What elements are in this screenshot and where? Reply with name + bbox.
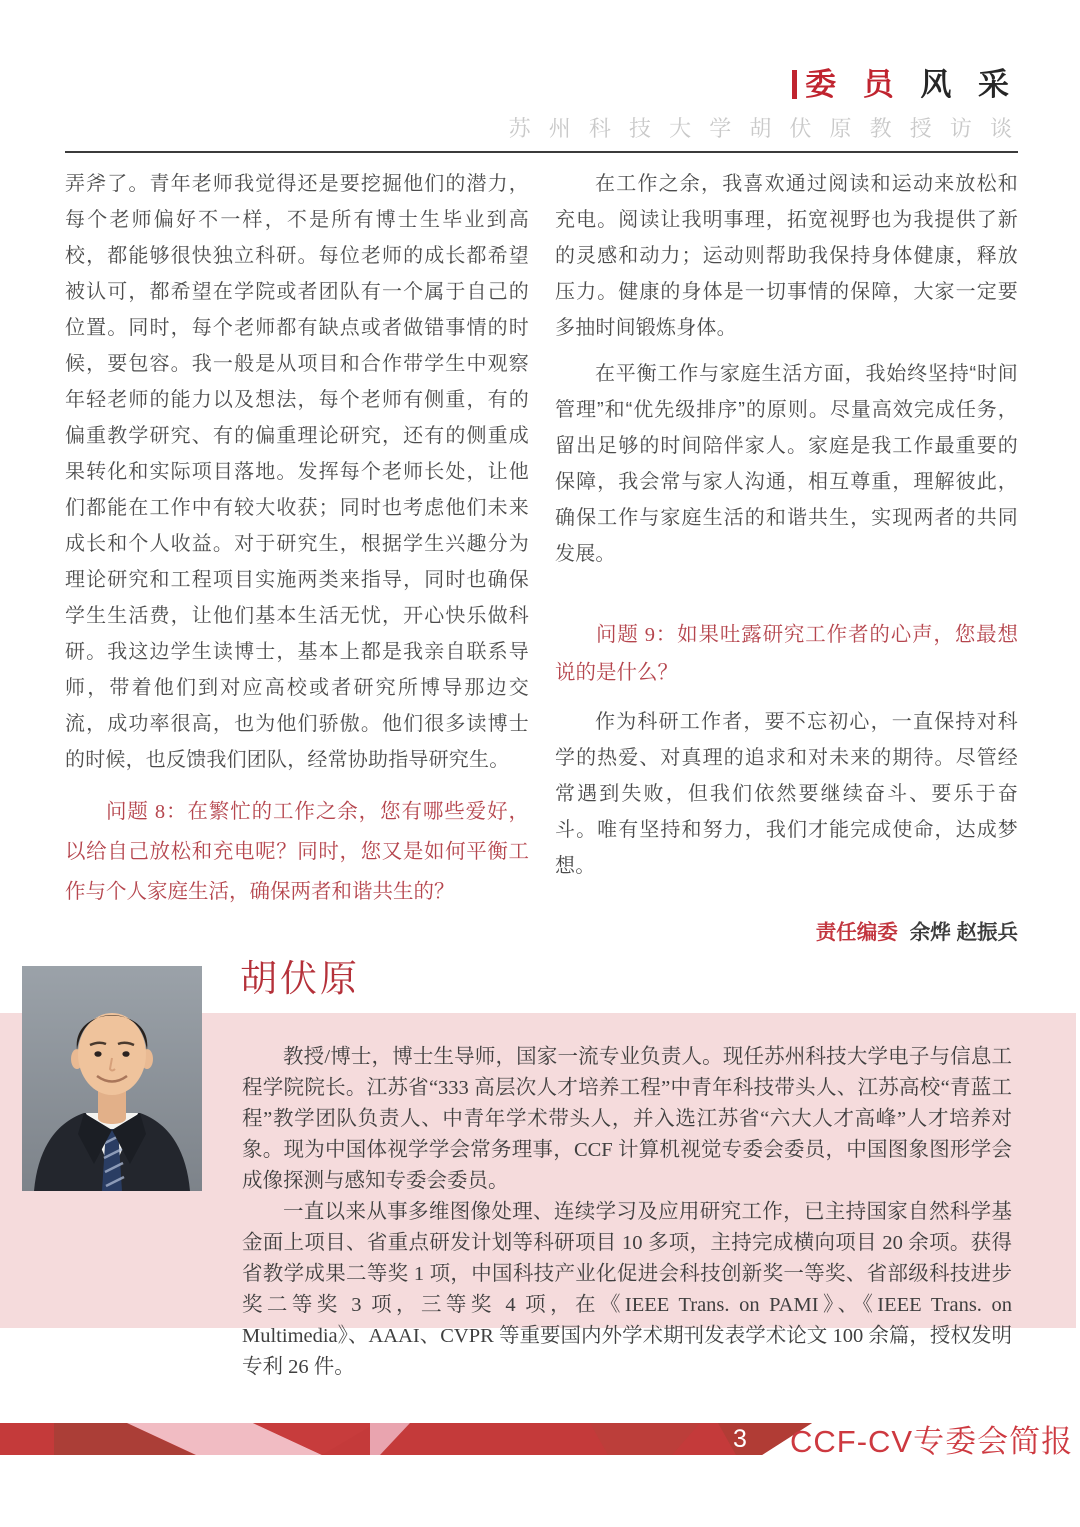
publication-title: CCF-CV专委会简报 <box>790 1424 1074 1459</box>
editor-credit-label: 责任编委 <box>815 921 898 944</box>
interview-right-column <box>555 166 1018 948</box>
section-title <box>65 66 1018 104</box>
bio-paragraph-1: 教授/博士，博士生导师，国家一流专业负责人。现任苏州科技大学电子与信息工程学院院长。江苏省“333 高层次人才培养工程”中青年科技带头人、江苏高校“青蓝工程”教学团队负责人、中青年学术带头人，并入选江苏省“六大人才高峰”人才培养对象。现为中国体视学学会常务理事，CCF 计算机视觉专委会委员，中国图象图形学会成像探测与感知专委会委员。 <box>242 1046 1012 1192</box>
answer-8-paragraph-2: 在平衡工作与家庭生活方面，我始终坚持“时间管理”和“优先级排序”的原则。尽量高效完成任务，留出足够的时间陪伴家人。家庭是我工作最重要的保障，我会常与家人沟通，相互尊重，理解彼此，确保工作与家庭生活的和谐共生，实现两者的共同发展。 <box>555 363 1018 565</box>
editor-credit-names: 余烨 赵振兵 <box>909 921 1018 944</box>
page-header <box>65 66 1018 143</box>
profile-bio <box>242 1042 1012 1383</box>
header-divider <box>65 151 1018 153</box>
question-8-text: 问题 8：在繁忙的工作之余，您有哪些爱好，以给自己放松和充电呢？同时，您又是如何平衡工作与个人家庭生活，确保两者和谐共生的？ <box>65 801 529 903</box>
section-marker-bar <box>792 70 797 99</box>
editor-credit <box>555 918 1018 948</box>
page-number: 3 <box>733 1425 747 1453</box>
section-title-dark: 风 采 <box>920 67 1018 102</box>
article-subtitle: 苏 州 科 技 大 学 胡 伏 原 教 授 访 谈 <box>508 116 1018 141</box>
profile-photo <box>22 966 202 1191</box>
interview-left-column <box>65 166 529 912</box>
bio-paragraph-2: 一直以来从事多维图像处理、连续学习及应用研究工作，已主持国家自然科学基金面上项目、省重点研发计划等科研项目 10 多项，主持完成横向项目 20 余项。获得省教学成果二等奖 1 项，中国科技产业化促进会科技创新奖一等奖、省部级科技进步奖二等奖 3 项，三等奖 4 项，在《IEEE Trans. on PAMI》、《IEEE Trans. on Multimedia》、AAAI、CVPR 等重要国内外学术期刊发表学术论文 100 余篇，授权发明专利 26 件。 <box>242 1201 1012 1378</box>
profile-name: 胡伏原 <box>240 958 360 999</box>
section-title-red: 委 员 <box>805 67 903 102</box>
answer-8-paragraph-1: 在工作之余，我喜欢通过阅读和运动来放松和充电。阅读让我明事理，拓宽视野也为我提供了新的灵感和动力；运动则帮助我保持身体健康，释放压力。健康的身体是一切事情的保障，大家一定要多抽时间锻炼身体。 <box>555 173 1018 339</box>
footer-band <box>0 1423 812 1455</box>
interview-body-continuation: 弄斧了。青年老师我觉得还是要挖掘他们的潜力，每个老师偏好不一样，不是所有博士生毕业到高校，都能够很快独立科研。每位老师的成长都希望被认可，都希望在学院或者团队有一个属于自己的位置。同时，每个老师都有缺点或者做错事情的时候，要包容。我一般是从项目和合作带学生中观察年轻老师的能力以及想法，每个老师有侧重，有的偏重教学研究、有的偏重理论研究，还有的侧重成果转化和实际项目落地。发挥每个老师长处，让他们都能在工作中有较大收获；同时也考虑他们未来成长和个人收益。对于研究生，根据学生兴趣分为理论研究和工程项目实施两类来指导，同时也确保学生生活费，让他们基本生活无忧，开心快乐做科研。我这边学生读博士，基本上都是我亲自联系导师，带着他们到对应高校或者研究所博导那边交流，成功率很高，也为他们骄傲。他们很多读博士的时候，也反馈我们团队，经常协助指导研究生。 <box>65 173 529 771</box>
answer-9-paragraph: 作为科研工作者，要不忘初心，一直保持对科学的热爱、对真理的追求和对未来的期待。尽管经常遇到失败，但我们依然要继续奋斗、要乐于奋斗。唯有坚持和努力，我们才能完成使命，达成梦想。 <box>555 711 1018 877</box>
question-9-text: 问题 9：如果吐露研究工作者的心声，您最想说的是什么？ <box>555 624 1018 684</box>
